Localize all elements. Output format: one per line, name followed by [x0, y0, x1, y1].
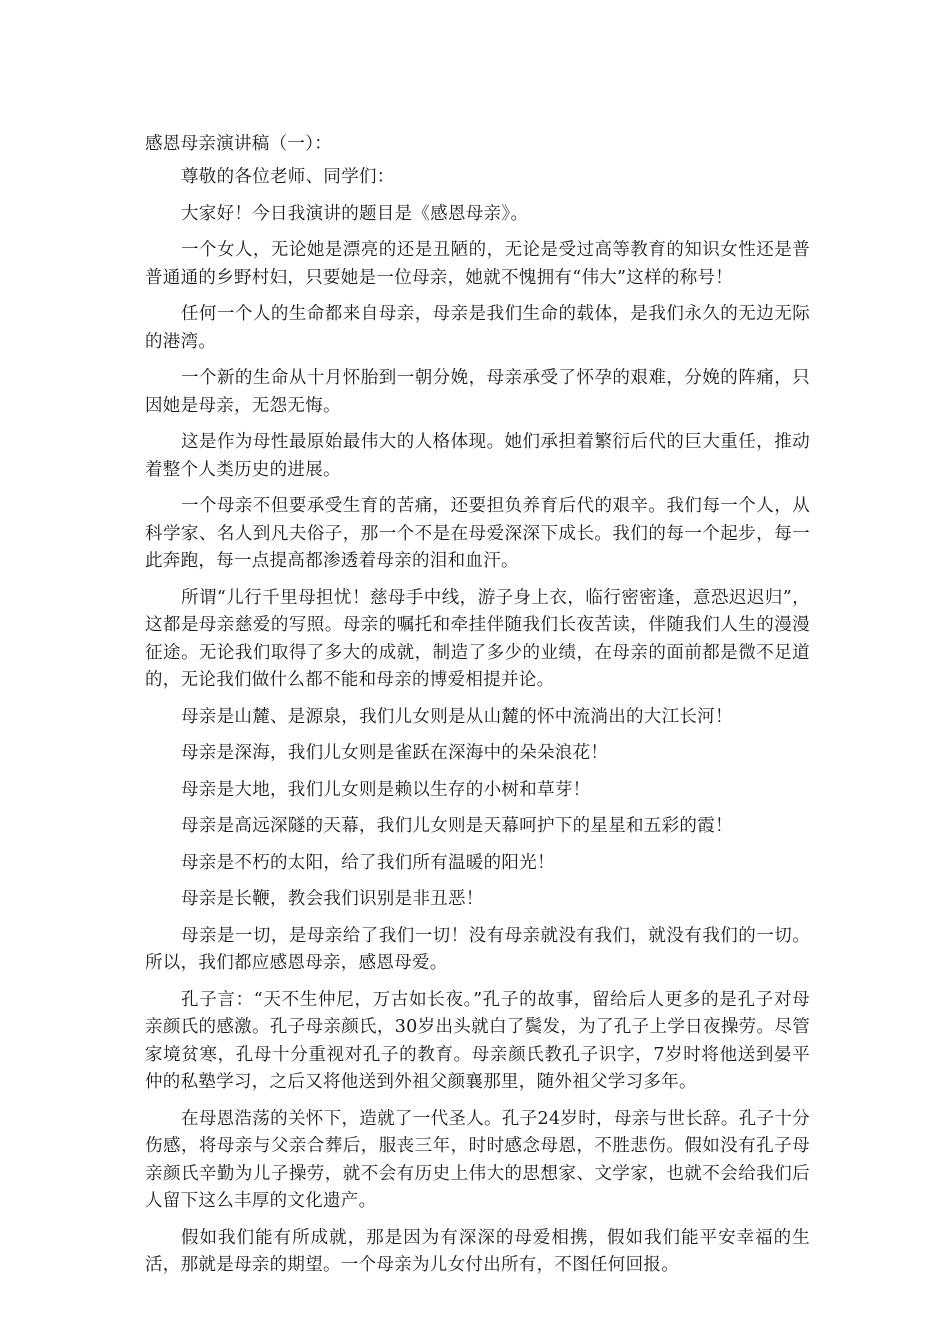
- paragraph: 母亲是大地，我们儿女则是赖以生存的小树和草芽！: [181, 779, 591, 800]
- document-body: [145, 130, 810, 1289]
- paragraph-greeting: 大家好！今日我演讲的题目是《感恩母亲》。: [181, 203, 529, 224]
- document-title: 感恩母亲演讲稿（一）：: [145, 134, 333, 154]
- paragraph: 这是作为母性最原始最伟大的人格体现。她们承担着繁衍后代的巨大重任，推动着整个人类历史的进展。: [145, 432, 810, 480]
- paragraph: 一个新的生命从十月怀胎到一朝分娩，母亲承受了怀孕的艰难，分娩的阵痛，只因她是母亲，无怨无悔。: [145, 368, 810, 416]
- paragraph: 孔子言：“天不生仲尼，万古如长夜。”孔子的故事，留给后人更多的是孔子对母亲颜氏的感激。孔子母亲颜氏，30岁出头就白了鬓发，为了孔子上学日夜操劳。尽管家境贫寒，孔母十分重视对孔子的教育。母亲颜氏教孔子识字，7岁时将他送到晏平仲的私塾学习，之后又将他送到外祖父颜襄那里，随外祖父学习多年。: [145, 989, 810, 1092]
- paragraph: 所谓“儿行千里母担忧！慈母手中线，游子身上衣，临行密密逢，意恐迟迟归”，这都是母亲慈爱的写照。母亲的嘱托和牵挂伴随我们长夜苦读，伴随我们人生的漫漫征途。无论我们取得了多大的成就，制造了多少的业绩，在母亲的面前都是微不足道的，无论我们做什么都不能和母亲的博爱相提并论。: [145, 587, 810, 690]
- paragraph: 母亲是长鞭，教会我们识别是非丑恶！: [181, 889, 484, 909]
- paragraph: 母亲是深海，我们儿女则是雀跃在深海中的朵朵浪花！: [181, 743, 609, 763]
- paragraph: 假如我们能有所成就，那是因为有深深的母爱相携，假如我们能平安幸福的生活，那就是母亲的期望。一个母亲为儿女付出所有，不图任何回报。: [145, 1227, 810, 1275]
- paragraph: 一个母亲不但要承受生育的苦痛，还要担负养育后代的艰辛。我们每一个人，从科学家、名人到凡夫俗子，那一个不是在母爱深深下成长。我们的每一个起步，每一此奔跑，每一点提高都渗透着母亲的泪和血汗。: [145, 496, 810, 571]
- paragraph: 母亲是山麓、是源泉，我们儿女则是从山麓的怀中流淌出的大江长河！: [181, 706, 733, 727]
- paragraph: 母亲是高远深隧的天幕，我们儿女则是天幕呵护下的星星和五彩的霞！: [181, 816, 733, 836]
- paragraph: 母亲是不朽的太阳，给了我们所有温暖的阳光！: [181, 852, 555, 873]
- paragraph: 任何一个人的生命都来自母亲，母亲是我们生命的载体，是我们永久的无边无际的港湾。: [145, 304, 810, 352]
- paragraph-salutation: 尊敬的各位老师、同学们：: [181, 167, 395, 187]
- paragraph: 母亲是一切，是母亲给了我们一切！没有母亲就没有我们，就没有我们的一切。所以，我们都应感恩母亲，感恩母爱。: [145, 925, 810, 973]
- paragraph: 一个女人，无论她是漂亮的还是丑陋的，无论是受过高等教育的知识女性还是普普通通的乡野村妇，只要她是一位母亲，她就不愧拥有“伟大”这样的称号！: [145, 240, 810, 288]
- paragraph: 在母恩浩荡的关怀下，造就了一代圣人。孔子24岁时，母亲与世长辞。孔子十分伤感，将母亲与父亲合葬后，服丧三年，时时感念母恩，不胜悲伤。假如没有孔子母亲颜氏辛勤为儿子操劳，就不会有历史上伟大的思想家、文学家，也就不会给我们后人留下这么丰厚的文化遗产。: [145, 1108, 810, 1211]
